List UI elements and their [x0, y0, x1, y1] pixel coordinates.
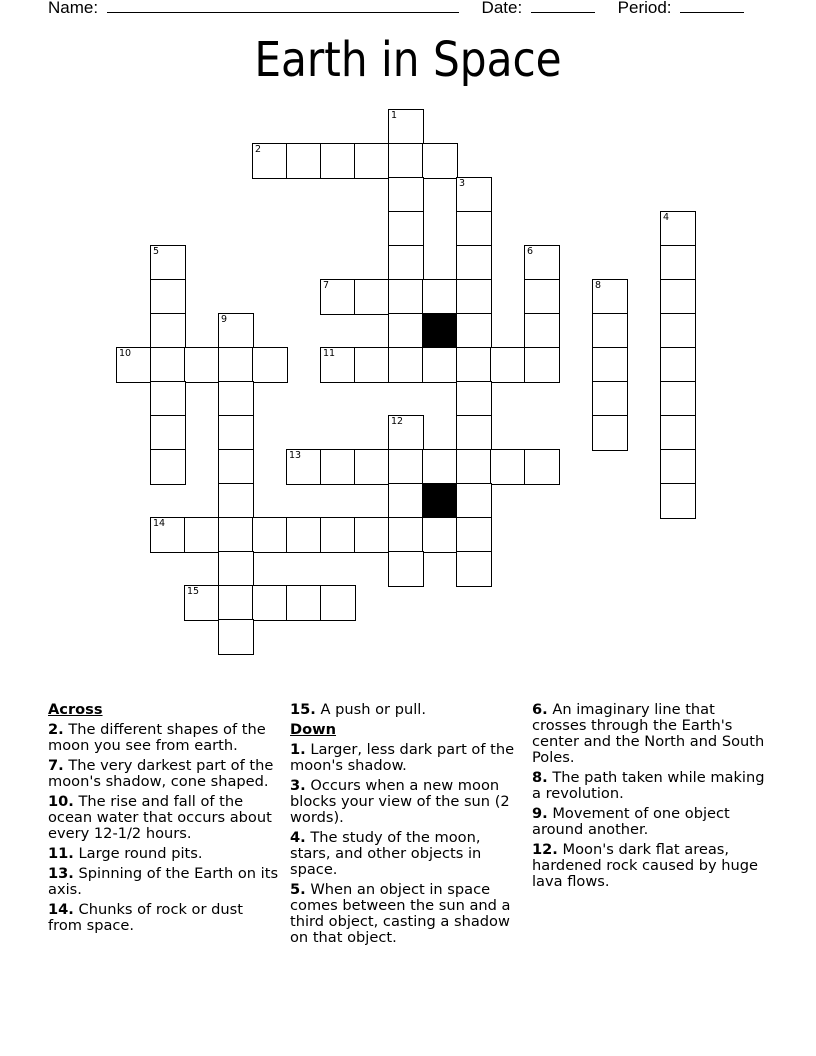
- grid-cell[interactable]: [388, 245, 424, 281]
- grid-cell[interactable]: [660, 245, 696, 281]
- clue-number: 9: [221, 314, 228, 325]
- grid-cell[interactable]: [524, 245, 560, 281]
- grid-cell[interactable]: [218, 585, 254, 621]
- clue-down-12: 12. Moon's dark flat areas, hardened rock caused by huge lava flows.: [532, 841, 759, 890]
- grid-cell[interactable]: [286, 449, 322, 485]
- crossword-grid: [117, 110, 695, 658]
- clue-number: 6: [527, 246, 534, 257]
- grid-cell[interactable]: [660, 279, 696, 315]
- grid-cell[interactable]: [354, 279, 390, 315]
- clue-across-14: 14. Chunks of rock or dust from space.: [48, 901, 243, 934]
- clue-number: 11: [323, 348, 336, 359]
- grid-cell[interactable]: [456, 483, 492, 519]
- grid-cell[interactable]: [184, 585, 220, 621]
- grid-cell[interactable]: [150, 517, 186, 553]
- grid-cell[interactable]: [150, 415, 186, 451]
- grid-cell[interactable]: [150, 279, 186, 315]
- grid-cell[interactable]: [320, 517, 356, 553]
- clues-column-3: [532, 702, 768, 894]
- grid-cell[interactable]: [388, 449, 424, 485]
- grid-cell[interactable]: [524, 313, 560, 349]
- black-cell: [422, 483, 458, 519]
- grid-cell[interactable]: [218, 517, 254, 553]
- grid-cell[interactable]: [286, 517, 322, 553]
- date-label: Date:: [481, 0, 523, 17]
- grid-cell[interactable]: [218, 347, 254, 383]
- grid-cell[interactable]: [150, 449, 186, 485]
- grid-cell[interactable]: [354, 449, 390, 485]
- grid-cell[interactable]: [592, 313, 628, 349]
- grid-cell[interactable]: [592, 279, 628, 315]
- clues-column-1: [48, 702, 280, 938]
- grid-cell[interactable]: [388, 279, 424, 315]
- clue-number: 2: [255, 144, 262, 155]
- clue-number: 12: [391, 416, 404, 427]
- grid-cell[interactable]: [116, 347, 152, 383]
- clue-number: 3: [459, 178, 466, 189]
- grid-cell[interactable]: [422, 279, 458, 315]
- grid-cell[interactable]: [660, 211, 696, 247]
- clue-down-3: 3. Occurs when a new moon blocks your view of the sun (2 words).: [290, 777, 510, 826]
- grid-cell[interactable]: [252, 585, 288, 621]
- grid-cell[interactable]: [388, 313, 424, 349]
- grid-cell[interactable]: [422, 449, 458, 485]
- grid-cell[interactable]: [524, 279, 560, 315]
- grid-cell[interactable]: [218, 381, 254, 417]
- grid-cell[interactable]: [388, 143, 424, 179]
- grid-cell[interactable]: [150, 245, 186, 281]
- grid-cell[interactable]: [456, 517, 492, 553]
- grid-cell[interactable]: [456, 551, 492, 587]
- clue-down-9: 9. Movement of one object around another.: [532, 805, 730, 838]
- grid-cell[interactable]: [422, 517, 458, 553]
- grid-cell[interactable]: [286, 143, 322, 179]
- grid-cell[interactable]: [456, 211, 492, 247]
- grid-cell[interactable]: [456, 177, 492, 213]
- grid-cell[interactable]: [320, 347, 356, 383]
- clue-number: 15: [187, 586, 200, 597]
- grid-cell[interactable]: [388, 109, 424, 145]
- grid-cell[interactable]: [150, 381, 186, 417]
- grid-cell[interactable]: [252, 517, 288, 553]
- grid-cell[interactable]: [456, 279, 492, 315]
- clue-down-4: 4. The study of the moon, stars, and other objects in space.: [290, 829, 482, 878]
- grid-cell[interactable]: [150, 313, 186, 349]
- grid-cell[interactable]: [218, 415, 254, 451]
- grid-cell[interactable]: [184, 347, 220, 383]
- grid-cell[interactable]: [184, 517, 220, 553]
- grid-cell[interactable]: [252, 347, 288, 383]
- grid-cell[interactable]: [456, 415, 492, 451]
- clue-across-13: 13. Spinning of the Earth on its axis.: [48, 865, 279, 898]
- clue-across-11: 11. Large round pits.: [48, 845, 203, 862]
- grid-cell[interactable]: [218, 483, 254, 519]
- name-label: Name:: [48, 0, 99, 17]
- grid-cell[interactable]: [660, 415, 696, 451]
- grid-cell[interactable]: [150, 347, 186, 383]
- clue-down-1: 1. Larger, less dark part of the moon's shadow.: [290, 741, 515, 774]
- clue-number: 8: [595, 280, 602, 291]
- grid-cell[interactable]: [456, 381, 492, 417]
- grid-cell[interactable]: [660, 347, 696, 383]
- grid-cell[interactable]: [388, 177, 424, 213]
- grid-cell[interactable]: [218, 619, 254, 655]
- name-field[interactable]: [107, 0, 459, 13]
- clues-column-2: [290, 702, 524, 950]
- down-heading: Down: [290, 721, 337, 738]
- grid-cell[interactable]: [218, 449, 254, 485]
- grid-cell[interactable]: [218, 313, 254, 349]
- clue-number: 1: [391, 110, 398, 121]
- grid-cell[interactable]: [490, 449, 526, 485]
- date-field[interactable]: [531, 0, 595, 13]
- grid-cell[interactable]: [456, 347, 492, 383]
- grid-cell[interactable]: [660, 381, 696, 417]
- clue-number: 13: [289, 450, 302, 461]
- grid-cell[interactable]: [388, 483, 424, 519]
- clue-number: 10: [119, 348, 132, 359]
- student-info-header: [48, 0, 762, 18]
- grid-cell[interactable]: [422, 143, 458, 179]
- grid-cell[interactable]: [320, 449, 356, 485]
- clue-number: 7: [323, 280, 330, 291]
- grid-cell[interactable]: [524, 449, 560, 485]
- grid-cell[interactable]: [320, 279, 356, 315]
- grid-cell[interactable]: [388, 415, 424, 451]
- grid-cell[interactable]: [252, 143, 288, 179]
- grid-cell[interactable]: [320, 585, 356, 621]
- grid-cell[interactable]: [286, 585, 322, 621]
- clue-number: 14: [153, 518, 166, 529]
- grid-cell[interactable]: [456, 313, 492, 349]
- page-title: Earth in Space: [254, 32, 562, 88]
- clue-across-10: 10. The rise and fall of the ocean water that occurs about every 12-1/2 hours.: [48, 793, 272, 842]
- grid-cell[interactable]: [592, 415, 628, 451]
- grid-cell[interactable]: [660, 483, 696, 519]
- clue-across-7: 7. The very darkest part of the moon's shadow, cone shaped.: [48, 757, 274, 790]
- grid-cell[interactable]: [354, 517, 390, 553]
- grid-cell[interactable]: [524, 347, 560, 383]
- black-cell: [422, 313, 458, 349]
- grid-cell[interactable]: [354, 347, 390, 383]
- clue-down-6: 6. An imaginary line that crosses through the Earth's center and the North and South Poles.: [532, 701, 765, 766]
- clue-number: 4: [663, 212, 670, 223]
- period-field[interactable]: [680, 0, 744, 13]
- clue-across-2: 2. The different shapes of the moon you see from earth.: [48, 721, 266, 754]
- grid-cell[interactable]: [388, 347, 424, 383]
- grid-cell[interactable]: [456, 245, 492, 281]
- grid-cell[interactable]: [490, 347, 526, 383]
- grid-cell[interactable]: [320, 143, 356, 179]
- period-label: Period:: [617, 0, 672, 17]
- grid-cell[interactable]: [660, 449, 696, 485]
- clue-down-5: 5. When an object in space comes between the sun and a third object, casting a shadow on that object.: [290, 881, 511, 946]
- clue-across-15: 15. A push or pull.: [290, 701, 426, 718]
- across-heading: Across: [48, 701, 103, 718]
- clue-down-8: 8. The path taken while making a revolution.: [532, 769, 765, 802]
- grid-cell[interactable]: [456, 449, 492, 485]
- grid-cell[interactable]: [388, 211, 424, 247]
- grid-cell[interactable]: [388, 551, 424, 587]
- grid-cell[interactable]: [388, 517, 424, 553]
- grid-cell[interactable]: [354, 143, 390, 179]
- grid-cell[interactable]: [218, 551, 254, 587]
- grid-cell[interactable]: [422, 347, 458, 383]
- clue-number: 5: [153, 246, 160, 257]
- grid-cell[interactable]: [592, 381, 628, 417]
- grid-cell[interactable]: [592, 347, 628, 383]
- grid-cell[interactable]: [660, 313, 696, 349]
